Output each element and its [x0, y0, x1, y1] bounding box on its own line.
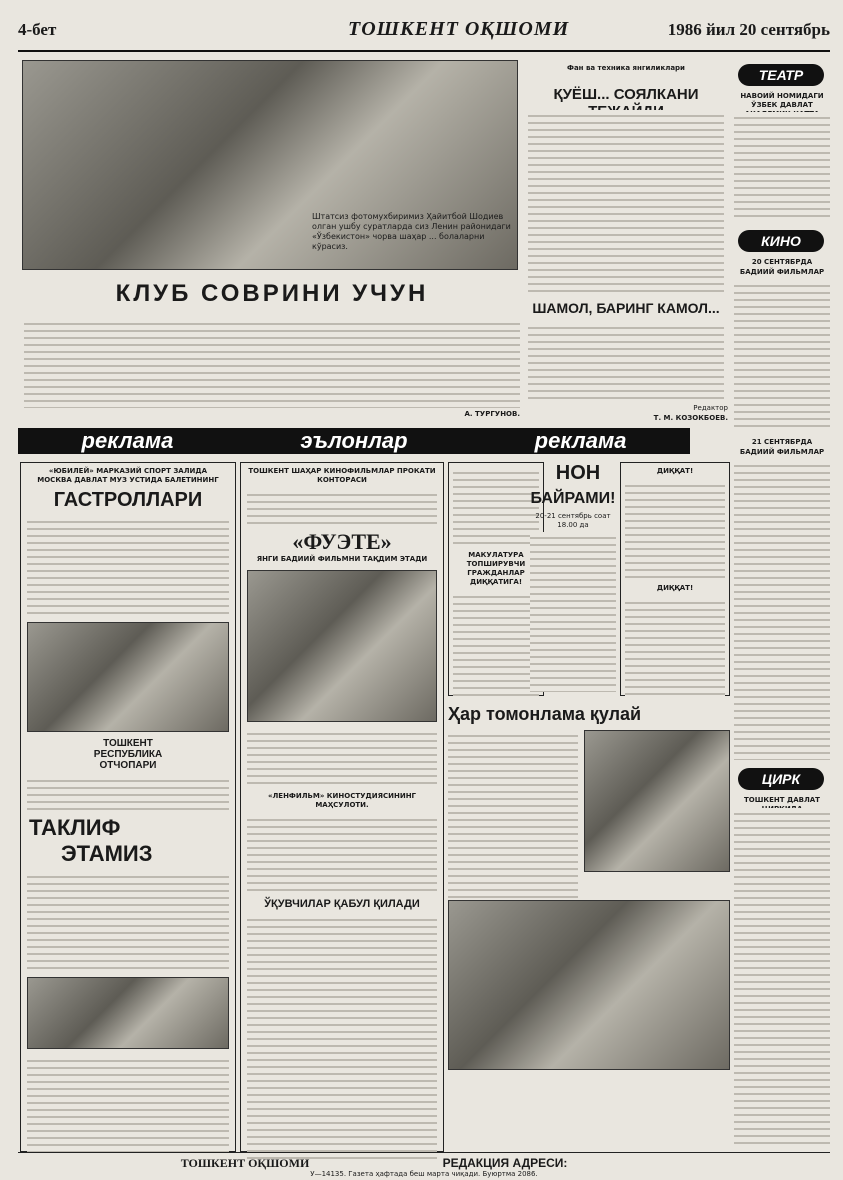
gastrol-title: ГАСТРОЛЛАРИ: [53, 489, 203, 511]
film-credits: [247, 728, 437, 788]
issue-date: 1986 йил 20 сентябрь: [667, 20, 830, 39]
kino-heading-1: БАДИИЙ ФИЛЬМЛАР: [739, 268, 825, 276]
taklif-text: [27, 871, 229, 971]
everywhere-title: Ҳар томонлама қулай: [448, 704, 642, 724]
page-number: 4-бет: [18, 20, 57, 39]
science-text-2: [528, 322, 724, 402]
race-text: [27, 775, 229, 811]
film-photo: [247, 570, 437, 722]
attention-1: ДИҚҚАТ!: [656, 467, 694, 475]
photo-caption: Штатсиз фотомухбиримиз Ҳайитбой Шодиев олган ушбу суратларда сиз Ленин районидаги «Ўзбекистон» чорва шаҳар ... болаларни кўрасиз.: [312, 212, 511, 251]
horse-photo: [27, 622, 229, 732]
tashkent-2: РЕСПУБЛИКА: [93, 749, 163, 760]
taklif-1: ТАКЛИФ: [29, 815, 121, 840]
students-heading: ЎҚУВЧИЛАР ҚАБУЛ ҚИЛАДИ: [264, 898, 420, 910]
notice-text-1: [453, 467, 539, 547]
tashkent-3: ОТЧОПАРИ: [99, 760, 157, 771]
newspaper-name: ТОШКЕНТ ОҚШОМИ: [348, 18, 570, 40]
bayram-text: [530, 532, 616, 692]
theatre-heading: НАВОИЙ НОМИДАГИ ЎЗБЕК ДАВЛАТ: [740, 92, 824, 109]
banner-word-1: реклама: [81, 428, 174, 453]
film-subtitle: ЯНГИ БАДИИЙ ФИЛЬМНИ ТАҚДИМ ЭТАДИ: [256, 555, 428, 563]
banner-word-2: эълонлар: [300, 428, 408, 453]
left-h1: «ЮБИЛЕЙ» МАРКАЗИЙ СПОРТ ЗАЛИДА: [48, 467, 208, 475]
editor-label: Редактор: [693, 404, 728, 412]
family-photo: [448, 900, 730, 1070]
students-text: [247, 914, 437, 1164]
kino-text-2: [734, 460, 830, 760]
masthead: [18, 14, 830, 52]
kino-date-2: 21 СЕНТЯБРДА: [751, 438, 813, 446]
lenfilm-label: «ЛЕНФИЛЬМ» КИНОСТУДИЯСИНИНГ МАҲСУЛОТИ.: [267, 792, 417, 809]
circus-heading: ТОШКЕНТ ДАВЛАТ: [744, 796, 820, 804]
taklif-2: ЭТАМИЗ: [61, 841, 153, 866]
children-photo: [584, 730, 730, 872]
circus-text: [734, 808, 830, 1148]
theatre-badge: ТЕАТР: [738, 64, 824, 86]
footer-address: РЕДАКЦИЯ АДРЕСИ:: [442, 1156, 568, 1170]
institute-text: [247, 814, 437, 894]
club-text: [24, 318, 520, 408]
science-text: [528, 110, 724, 294]
macul-notice: МАКУЛАТУРА ТОПШИРУВЧИ ГРАЖДАНЛАР ДИҚҚАТИГА!: [466, 551, 526, 586]
middle-ads-column: [240, 462, 444, 1152]
science-title-2: ШАМОЛ, БАРИНГ КАМОЛ...: [532, 300, 720, 316]
electronics-text: [625, 480, 725, 580]
film-title: «ФУЭТЕ»: [292, 529, 392, 554]
ads-banner: [18, 428, 690, 454]
left-ads-column: [20, 462, 236, 1152]
restaurant-text: [27, 1055, 229, 1155]
editor-name: Т. М. КОЗОКБОЕВ.: [653, 414, 728, 422]
mobile-text: [625, 597, 725, 697]
club-author: А. ТУРГУНОВ.: [464, 410, 520, 418]
theatre-text: [734, 112, 830, 220]
non-title: НОН: [555, 462, 601, 484]
prokat-text: [247, 489, 437, 525]
gastrol-text: [27, 516, 229, 616]
bayram-title: БАЙРАМИ!: [530, 490, 616, 507]
banner-word-3: реклама: [534, 428, 627, 453]
jockey-photo: [27, 977, 229, 1049]
circus-badge: ЦИРК: [738, 768, 824, 790]
footer-rule: [18, 1152, 830, 1153]
bayram-date: 20-21 сентябрь соат 18.00 да: [535, 512, 611, 529]
kino-badge: КИНО: [738, 230, 824, 252]
kino-date-1: 20 СЕНТЯБРДА: [751, 258, 813, 266]
kino-heading-2: БАДИИЙ ФИЛЬМЛАР: [739, 448, 825, 456]
footer-bottom: У—14135. Газета ҳафтада беш марта чиқади. Буюртма 2086.: [310, 1170, 538, 1178]
prokat-heading: ТОШКЕНТ ШАҲАР КИНОФИЛЬМЛАР ПРОКАТИ КОНТОРАСИ: [248, 467, 436, 484]
tashkent-1: ТОШКЕНТ: [103, 738, 153, 749]
footer-name: ТОШКЕНТ ОҚШОМИ: [180, 1156, 310, 1170]
attention-2: ДИҚҚАТ!: [656, 584, 694, 592]
electronics-box: [620, 462, 730, 696]
notice-text-2: [453, 591, 539, 701]
club-title: КЛУБ СОВРИНИ УЧУН: [115, 280, 429, 307]
kino-text-1: [734, 280, 830, 430]
science-title: ҚУЁШ... СОЯЛКАНИ: [553, 86, 699, 103]
left-h2: МОСКВА ДАВЛАТ МУЗ УСТИДА БАЛЕТИНИНГ: [37, 476, 219, 484]
science-rubric: Фан ва техника янгиликлари: [567, 64, 685, 72]
